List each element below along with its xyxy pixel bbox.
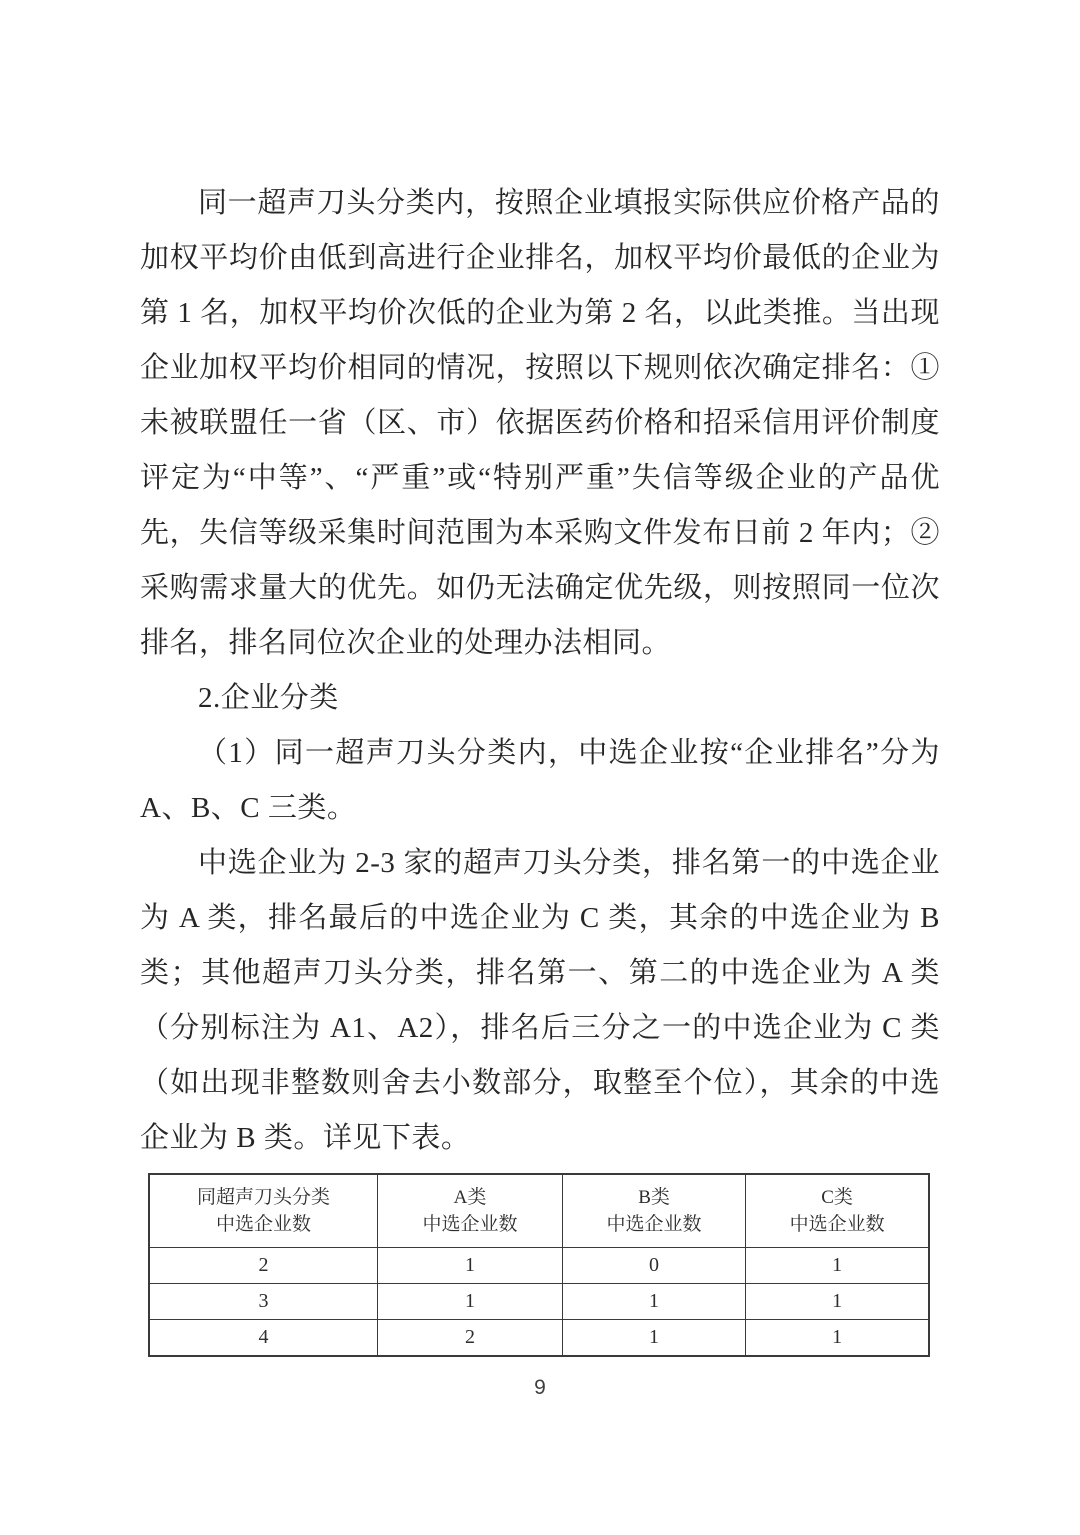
page-number: 9 <box>534 1376 546 1399</box>
header-cell-class-c-count <box>746 1174 929 1248</box>
table-row <box>149 1248 929 1284</box>
paragraph-ranking-rules: 同一超声刀头分类内，按照企业填报实际供应价格产品的加权平均价由低到高进行企业排名，加权平均价最低的企业为第 1 名，加权平均价次低的企业为第 2 名，以此类推。当出现企业加权平均价相同的情况，按照以下规则依次确定排名：①未被联盟任一省（区、市）依据医药价格和招采信用评价制度评定为“中等”、“严重”或“特别严重”失信等级企业的产品优先，失信等级采集时间范围为本采购文件发布日前 2 年内；②采购需求量大的优先。如仍无法确定优先级，则按照同一位次排名，排名同位次企业的处理办法相同。 <box>140 187 940 659</box>
header-cell-class-a-count <box>378 1174 563 1248</box>
table-row <box>149 1320 929 1357</box>
table-cell: 1 <box>562 1320 745 1357</box>
header-line: B类 <box>638 1187 670 1208</box>
table-cell: 4 <box>149 1320 378 1357</box>
table-cell: 1 <box>378 1248 563 1284</box>
document-body <box>140 176 940 1357</box>
heading-enterprise-classification: 2.企业分类 <box>198 682 339 714</box>
header-line: 中选企业数 <box>216 1214 312 1235</box>
header-line: 中选企业数 <box>606 1214 702 1235</box>
paragraph-classification-detail: 中选企业为 2-3 家的超声刀头分类，排名第一的中选企业为 A 类，排名最后的中选企业为 C 类，其余的中选企业为 B 类；其他超声刀头分类，排名第一、第二的中选企业为 A 类（分别标注为 A1、A2），排名后三分之一的中选企业为 C 类（如出现非整数则舍去小数部分，取整至个位），其余的中选企业为 B 类。详见下表。 <box>140 847 940 1154</box>
classification-table <box>148 1173 930 1357</box>
table-cell: 0 <box>562 1248 745 1284</box>
table-header-row <box>149 1174 929 1248</box>
header-cell-same-category-count <box>149 1174 378 1248</box>
header-line: A类 <box>453 1187 487 1208</box>
table-row <box>149 1284 929 1320</box>
table-cell: 3 <box>149 1284 378 1320</box>
table-cell: 1 <box>746 1320 929 1357</box>
table-cell: 1 <box>562 1284 745 1320</box>
table-cell: 2 <box>149 1248 378 1284</box>
header-line: 中选企业数 <box>422 1214 518 1235</box>
table-cell: 1 <box>746 1248 929 1284</box>
table-cell: 1 <box>378 1284 563 1320</box>
paragraph-classification-intro: （1）同一超声刀头分类内，中选企业按“企业排名”分为 A、B、C 三类。 <box>140 737 940 824</box>
header-cell-class-b-count <box>562 1174 745 1248</box>
header-line: 同超声刀头分类 <box>197 1187 331 1208</box>
header-line: C类 <box>821 1187 853 1208</box>
header-line: 中选企业数 <box>789 1214 885 1235</box>
table-cell: 2 <box>378 1320 563 1357</box>
table-cell: 1 <box>746 1284 929 1320</box>
